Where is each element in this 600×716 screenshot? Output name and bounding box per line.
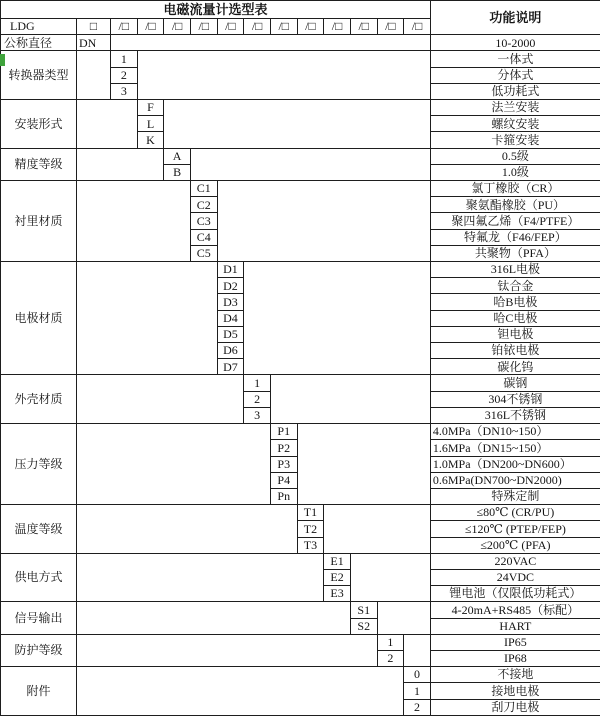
code-cell-temperature-class-T2: T2 — [297, 521, 324, 537]
gap-left-protection-class — [77, 634, 378, 666]
desc-cell-temperature-class-T1: ≤80℃ (CR/PU) — [430, 505, 600, 521]
section-label-installation-form: 安装形式 — [1, 100, 77, 149]
table-row — [1, 181, 600, 197]
code-cell-signal-output-S2: S2 — [350, 618, 377, 634]
model-slot-box-9: /□ — [324, 19, 351, 35]
table-row — [1, 424, 600, 440]
desc-cell-electrode-material-D5: 钽电极 — [430, 326, 600, 342]
table-row — [1, 35, 600, 51]
code-cell-electrode-material-D3: D3 — [217, 294, 244, 310]
table-row — [1, 100, 600, 116]
desc-cell-temperature-class-T3: ≤200℃ (PFA) — [430, 537, 600, 553]
table-row — [1, 148, 600, 164]
section-label-accessories: 附件 — [1, 667, 77, 716]
code-cell-converter-type-2: 2 — [111, 67, 138, 83]
section-label-pressure-class: 压力等级 — [1, 424, 77, 505]
code-cell-temperature-class-T1: T1 — [297, 505, 324, 521]
code-cell-liner-material-C4: C4 — [190, 229, 217, 245]
code-cell-accessories-2: 2 — [404, 699, 431, 715]
code-cell-converter-type-3: 3 — [111, 83, 138, 99]
desc-cell-housing-material-2: 304不锈钢 — [430, 391, 600, 407]
desc-cell-accessories-0: 不接地 — [430, 667, 600, 683]
code-cell-protection-class-2: 2 — [377, 650, 404, 666]
code-cell-electrode-material-D7: D7 — [217, 359, 244, 375]
desc-cell-power-supply-E3: 锂电池（仅限低功耗式） — [430, 586, 600, 602]
code-cell-signal-output-S1: S1 — [350, 602, 377, 618]
desc-cell-electrode-material-D1: 316L电极 — [430, 262, 600, 278]
code-cell-accessories-1: 1 — [404, 683, 431, 699]
section-label-converter-type: 转换器类型 — [1, 51, 77, 100]
desc-cell-liner-material-C4: 特氟龙（F46/FEP） — [430, 229, 600, 245]
code-cell-housing-material-3: 3 — [244, 407, 271, 423]
model-prefix-label: LDG — [1, 19, 77, 35]
desc-cell-pressure-class-P3: 1.0MPa（DN200~DN600） — [430, 456, 600, 472]
code-cell-pressure-class-P4: P4 — [270, 472, 297, 488]
gap-left-electrode-material — [77, 262, 218, 375]
desc-cell-accuracy-class-B: 1.0级 — [430, 164, 600, 180]
gap-right-nominal-diameter — [111, 35, 431, 51]
desc-cell-housing-material-1: 碳钢 — [430, 375, 600, 391]
code-cell-electrode-material-D1: D1 — [217, 262, 244, 278]
table-row — [1, 375, 600, 391]
desc-cell-temperature-class-T2: ≤120℃ (PTEP/FEP) — [430, 521, 600, 537]
code-cell-electrode-material-D5: D5 — [217, 326, 244, 342]
desc-cell-pressure-class-P4: 0.6MPa(DN700~DN2000) — [430, 472, 600, 488]
model-slot-box-6: /□ — [244, 19, 271, 35]
model-slot-box-7: /□ — [270, 19, 297, 35]
section-label-protection-class: 防护等级 — [1, 634, 77, 666]
code-cell-pressure-class-P3: P3 — [270, 456, 297, 472]
model-slot-box-2: /□ — [137, 19, 164, 35]
code-cell-pressure-class-Pn: Pn — [270, 488, 297, 504]
gap-right-signal-output — [377, 602, 430, 634]
scan-artifact-mark — [0, 54, 5, 66]
desc-cell-electrode-material-D6: 铂铱电极 — [430, 343, 600, 359]
desc-cell-pressure-class-P1: 4.0MPa（DN10~150） — [430, 424, 600, 440]
desc-cell-power-supply-E2: 24VDC — [430, 569, 600, 585]
model-base-box: □ — [77, 19, 111, 35]
model-slot-box-11: /□ — [377, 19, 404, 35]
gap-right-power-supply — [350, 553, 430, 602]
table-row — [1, 505, 600, 521]
gap-right-protection-class — [404, 634, 431, 666]
section-label-housing-material: 外壳材质 — [1, 375, 77, 424]
gap-right-converter-type — [137, 51, 430, 100]
desc-cell-accessories-2: 刮刀电极 — [430, 699, 600, 715]
gap-right-installation-form — [164, 100, 431, 149]
desc-cell-housing-material-3: 316L不锈钢 — [430, 407, 600, 423]
code-cell-electrode-material-D2: D2 — [217, 278, 244, 294]
section-label-liner-material: 衬里材质 — [1, 181, 77, 262]
section-label-temperature-class: 温度等级 — [1, 505, 77, 554]
gap-right-temperature-class — [324, 505, 431, 554]
gap-left-accuracy-class — [77, 148, 164, 180]
gap-right-accuracy-class — [190, 148, 430, 180]
desc-cell-converter-type-3: 低功耗式 — [430, 83, 600, 99]
code-cell-power-supply-E2: E2 — [324, 569, 351, 585]
model-slot-box-10: /□ — [350, 19, 377, 35]
gap-right-electrode-material — [244, 262, 431, 375]
desc-cell-installation-form-K: 卡箍安装 — [430, 132, 600, 148]
table-row — [1, 1, 600, 19]
table-row — [1, 667, 600, 683]
code-cell-accuracy-class-A: A — [164, 148, 191, 164]
desc-cell-liner-material-C3: 聚四氟乙烯（F4/PTFE） — [430, 213, 600, 229]
desc-cell-electrode-material-D4: 哈C电极 — [430, 310, 600, 326]
gap-left-pressure-class — [77, 424, 271, 505]
table-row — [1, 602, 600, 618]
desc-cell-protection-class-2: IP68 — [430, 650, 600, 666]
desc-cell-pressure-class-P2: 1.6MPa（DN15~150） — [430, 440, 600, 456]
desc-cell-electrode-material-D7: 碳化钨 — [430, 359, 600, 375]
code-cell-accessories-0: 0 — [404, 667, 431, 683]
code-cell-installation-form-K: K — [137, 132, 164, 148]
gap-left-liner-material — [77, 181, 191, 262]
gap-right-pressure-class — [297, 424, 430, 505]
code-cell-installation-form-F: F — [137, 100, 164, 116]
code-cell-power-supply-E1: E1 — [324, 553, 351, 569]
code-cell-liner-material-C3: C3 — [190, 213, 217, 229]
table-row — [1, 553, 600, 569]
desc-cell-signal-output-S2: HART — [430, 618, 600, 634]
code-cell-protection-class-1: 1 — [377, 634, 404, 650]
desc-cell-electrode-material-D2: 钛合金 — [430, 278, 600, 294]
section-label-electrode-material: 电极材质 — [1, 262, 77, 375]
model-slot-box-1: /□ — [111, 19, 138, 35]
code-cell-housing-material-1: 1 — [244, 375, 271, 391]
desc-cell-accuracy-class-A: 0.5级 — [430, 148, 600, 164]
desc-cell-pressure-class-Pn: 特殊定制 — [430, 488, 600, 504]
code-cell-installation-form-L: L — [137, 116, 164, 132]
desc-cell-installation-form-F: 法兰安装 — [430, 100, 600, 116]
code-cell-pressure-class-P1: P1 — [270, 424, 297, 440]
table-row — [1, 634, 600, 650]
model-slot-box-5: /□ — [217, 19, 244, 35]
gap-right-housing-material — [270, 375, 430, 424]
desc-cell-nominal-diameter-DN: 10-2000 — [430, 35, 600, 51]
desc-cell-power-supply-E1: 220VAC — [430, 553, 600, 569]
section-label-power-supply: 供电方式 — [1, 553, 77, 602]
desc-cell-electrode-material-D3: 哈B电极 — [430, 294, 600, 310]
function-column-header: 功能说明 — [430, 1, 600, 35]
desc-cell-converter-type-1: 一体式 — [430, 51, 600, 67]
gap-right-liner-material — [217, 181, 430, 262]
model-slot-box-4: /□ — [190, 19, 217, 35]
code-cell-nominal-diameter-DN: DN — [77, 35, 111, 51]
code-cell-accuracy-class-B: B — [164, 164, 191, 180]
desc-cell-protection-class-1: IP65 — [430, 634, 600, 650]
desc-cell-installation-form-L: 螺纹安装 — [430, 116, 600, 132]
desc-cell-accessories-1: 接地电极 — [430, 683, 600, 699]
code-cell-liner-material-C1: C1 — [190, 181, 217, 197]
desc-cell-liner-material-C2: 聚氨酯橡胶（PU） — [430, 197, 600, 213]
code-cell-temperature-class-T3: T3 — [297, 537, 324, 553]
gap-left-signal-output — [77, 602, 351, 634]
code-cell-pressure-class-P2: P2 — [270, 440, 297, 456]
section-label-nominal-diameter: 公称直径 — [1, 35, 77, 51]
code-cell-electrode-material-D6: D6 — [217, 343, 244, 359]
gap-left-power-supply — [77, 553, 324, 602]
code-cell-converter-type-1: 1 — [111, 51, 138, 67]
gap-left-installation-form — [77, 100, 138, 149]
model-slot-box-3: /□ — [164, 19, 191, 35]
code-cell-electrode-material-D4: D4 — [217, 310, 244, 326]
code-cell-power-supply-E3: E3 — [324, 586, 351, 602]
table-row — [1, 51, 600, 67]
gap-left-housing-material — [77, 375, 244, 424]
code-cell-housing-material-2: 2 — [244, 391, 271, 407]
page-title: 电磁流量计选型表 — [1, 1, 431, 19]
gap-left-accessories — [77, 667, 404, 716]
desc-cell-converter-type-2: 分体式 — [430, 67, 600, 83]
gap-left-temperature-class — [77, 505, 298, 554]
section-label-signal-output: 信号输出 — [1, 602, 77, 634]
table-row — [1, 262, 600, 278]
code-cell-liner-material-C5: C5 — [190, 245, 217, 261]
model-slot-box-8: /□ — [297, 19, 324, 35]
gap-left-converter-type — [77, 51, 111, 100]
model-slot-box-12: /□ — [404, 19, 431, 35]
desc-cell-liner-material-C5: 共聚物（PFA） — [430, 245, 600, 261]
code-cell-liner-material-C2: C2 — [190, 197, 217, 213]
desc-cell-liner-material-C1: 氯丁橡胶（CR） — [430, 181, 600, 197]
desc-cell-signal-output-S1: 4-20mA+RS485（标配） — [430, 602, 600, 618]
section-label-accuracy-class: 精度等级 — [1, 148, 77, 180]
